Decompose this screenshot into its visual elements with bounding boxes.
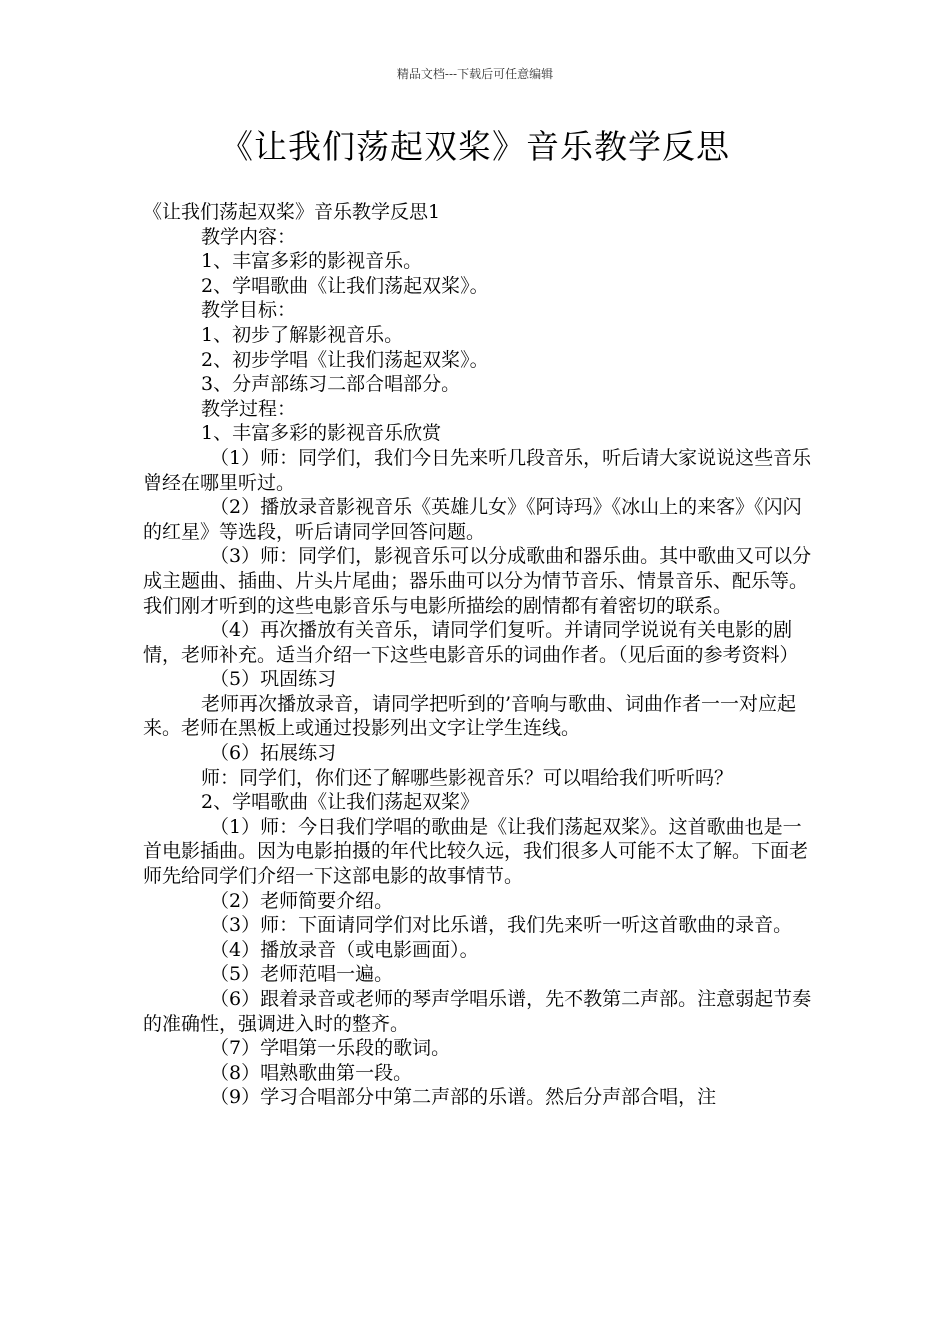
paragraph: （2）播放录音影视音乐《英雄儿女》《阿诗玛》《冰山上的来客》《闪闪的红星》等选段，听后请同学回答问题。 [143, 496, 802, 543]
paragraph: 3、分声部练习二部合唱部分。 [201, 373, 461, 396]
paragraph: 1、丰富多彩的影视音乐欣赏 [201, 422, 442, 445]
paragraph: （4）再次播放有关音乐，请同学们复听。并请同学说说有关电影的剧情，老师补充。适当介绍一下这些电影音乐的词曲作者。（见后面的参考资料） [143, 619, 799, 666]
section-heading: 《让我们荡起双桨》音乐教学反思1 [143, 201, 441, 223]
paragraph: 教学目标： [201, 299, 297, 322]
paragraph: （5）巩固练习 [210, 668, 337, 691]
paragraph: （8）唱熟歌曲第一段。 [210, 1061, 413, 1084]
paragraph: 2、学唱歌曲《让我们荡起双桨》 [201, 791, 480, 814]
paragraph: （9）学习合唱部分中第二声部的乐谱。然后分声部合唱，注 [210, 1086, 717, 1109]
paragraph: 1、初步了解影视音乐。 [201, 323, 404, 346]
paragraph: （2）老师简要介绍。 [210, 889, 394, 912]
document-body [143, 200, 813, 1110]
paragraph: （1）师：今日我们学唱的歌曲是《让我们荡起双桨》。这首歌曲也是一首电影插曲。因为电影拍摄的年代比较久远，我们很多人可能不太了解。下面老师先给同学们介绍一下这部电影的故事情节。 [143, 815, 809, 888]
paragraph: （5）老师范唱一遍。 [210, 963, 394, 986]
paragraph: 1、丰富多彩的影视音乐。 [201, 250, 423, 273]
paragraph: 教学过程： [201, 397, 297, 420]
document-title: 《让我们荡起双桨》音乐教学反思 [220, 127, 730, 166]
paragraph: （3）师：同学们，影视音乐可以分成歌曲和器乐曲。其中歌曲又可以分成主题曲、插曲、片头片尾曲；器乐曲可以分为情节音乐、情景音乐、配乐等。我们刚才听到的这些电影音乐与电影所描绘的剧情都有着密切的联系。 [143, 545, 812, 617]
paragraph: （4）播放录音（或电影画面）。 [210, 938, 479, 961]
paragraph: （7）学唱第一乐段的歌词。 [210, 1037, 451, 1060]
paragraph: 师：同学们，你们还了解哪些影视音乐？可以唱给我们听听吗？ [201, 766, 734, 789]
page-header: 精品文档---下载后可任意编辑 [396, 67, 554, 81]
paragraph: （6）跟着录音或老师的琴声学唱乐谱，先不教第二声部。注意弱起节奏的准确性，强调进入时的整齐。 [143, 988, 812, 1035]
paragraph: 教学内容： [201, 225, 297, 248]
paragraph: 老师再次播放录音，请同学把听到的’音响与歌曲、词曲作者一一对应起来。老师在黑板上或通过投影列出文字让学生连线。 [143, 692, 797, 740]
paragraph: （6）拓展练习 [210, 742, 337, 765]
paragraph: 2、初步学唱《让我们荡起双桨》。 [201, 348, 489, 371]
paragraph: （1）师：同学们，我们今日先来听几段音乐，听后请大家说说这些音乐曾经在哪里听过。 [143, 446, 812, 494]
paragraph: 2、学唱歌曲《让我们荡起双桨》。 [201, 274, 489, 297]
paragraph: （3）师：下面请同学们对比乐谱，我们先来听一听这首歌曲的录音。 [210, 914, 793, 937]
